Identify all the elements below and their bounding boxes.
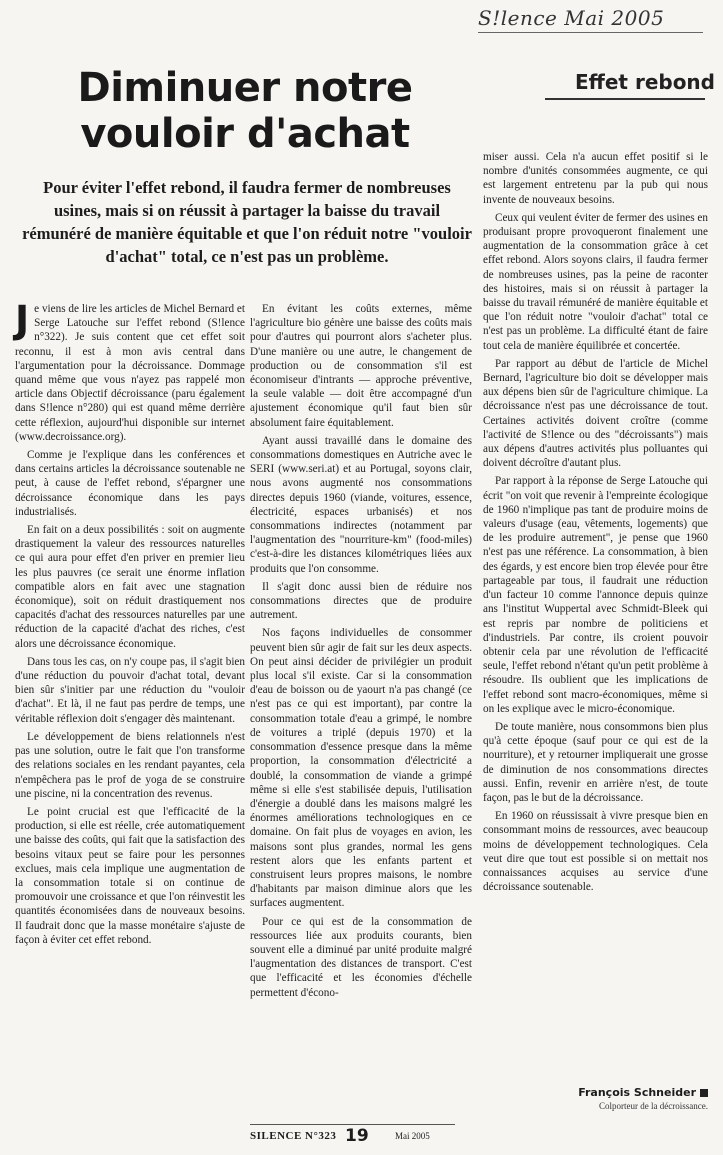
paragraph: Dans tous les cas, on n'y coupe pas, il s'agit bien d'une réduction du pouvoir d'achat total, devant bien sûr s'initier par une réduction du "vouloir d'achat". Et là, il ne faut pas perdre de temps, une véritable réflexion doit s'engager dès maintenant. xyxy=(15,655,245,725)
drop-cap: J xyxy=(15,298,30,342)
column-3 xyxy=(483,150,708,898)
rubric-rule xyxy=(545,98,705,100)
column-2 xyxy=(250,302,472,1004)
paragraph: Il s'agit donc aussi bien de réduire nos consommations directes que de produire autrement. xyxy=(250,580,472,622)
paragraph: Comme je l'explique dans les conférences et dans certains articles la décroissance soutenable ne peut, à cause de l'effet rebond, s'épargner une décroissance économique dans les pays industrialisés. xyxy=(15,449,245,518)
author-role: Colporteur de la décroissance. xyxy=(599,1101,708,1111)
paragraph: Le développement de biens relationnels n'est pas une solution, outre le fait que l'on transforme des relations sociales en les rendant payantes, cela n'empêchera pas le prof de yoga de se construire une piscine, ni la concentration des revenus. xyxy=(15,730,245,800)
paragraph: En 1960 on réussissait à vivre presque bien en consommant moins de ressources, avec beaucoup moins de développement technologiques. Cela veut dire que tout est possible si on mettait nos connaissances acquises au service d'une décroissance soutenable. xyxy=(483,810,708,894)
paragraph: miser aussi. Cela n'a aucun effet positif si le nombre d'unités consommées augmente, ce qui est largement entretenu par la pub qui nous invente de nouveaux besoins. xyxy=(483,151,708,206)
article-title: Diminuer notre vouloir d'achat xyxy=(77,65,413,157)
paragraph: Pour ce qui est de la consommation de ressources liée aux produits courants, bien souvent elle a diminué par unité produite malgré l'augmentation des distances de transport. C'est que l'efficacité et les économies d'échelle permettent d'écono- xyxy=(250,915,472,999)
page-footer xyxy=(0,1126,723,1148)
footer-date: Mai 2005 xyxy=(395,1131,430,1141)
paragraph: Ceux qui veulent éviter de fermer des usines en produisant propre provoqueront finalement une augmentation de la consommation grâce à cet effet rebond. Alors soyons clairs, il faudra fermer de nombreuses usines, pas la peine de raconter des histoires, mais si on réussit à partager la baisse du travail rémunéré de manière équitable et que l'on réduit notre "vouloir d'achat" total ce n'est pas un problème. La difficulté étant de faire tout cela de manière équilibrée et concertée. xyxy=(483,211,708,352)
footer-magazine: SILENCE N°323 xyxy=(250,1130,337,1142)
paragraph: Je viens de lire les articles de Michel Bernard et Serge Latouche sur l'effet rebond (S!lence n°322). Je suis content que cet effet soit reconnu, il est à mon avis central dans l'argumentation pour la décroissance. Dommage quand même que vous n'ayez pas rappelé mon article dans Objectif décroissance (paru également dans S!lence n°280) qui est quand même derrière cette réflexion, aujourd'hui disponible sur internet (www.decroissance.org). xyxy=(15,298,245,443)
author-name: François Schneider xyxy=(540,1086,708,1099)
handwritten-underline xyxy=(478,32,703,33)
paragraph: Nos façons individuelles de consommer peuvent bien sûr agir de fait sur les deux aspects. On peut ainsi décider de privilégier un produit plus local s'il existe. Car si la consommation d'eau de boisson ou de yaourt n'a pas changé (ce n'est pas ce qui est important), par contre la consommation totale d'eau a grimpé, le nombre de voitures a triplé (depuis 1970) et la consommation d'essence presque dans la même proportion, la consommation d'électricité a doublé, la consommation de viande a grimpé même si elle s'est stabilisée depuis, l'utilisation d'énergie a doublé dans les maisons malgré les énormes améliorations technologiques en ce domaine. On fait plus de voyages en avion, les maisons sont plus grandes, normal les gens restent alors que les enfants partent et construisent leurs propres maisons, le nombre d'habitants par maison diminue alors que les surfaces augmentent. xyxy=(250,627,472,910)
paragraph: De toute manière, nous consommons bien plus qu'à cette époque (sauf pour ce qui est de la nourriture), et y retourner impliquerait une grosse de diminution de nos consommations directes aussi. Enfin, revenir en arrière n'est, de toute façon, pas le but de la décroissance. xyxy=(483,720,708,804)
paragraph: En fait on a deux possibilités : soit on augmente drastiquement la valeur des ressources naturelles ce qui aura pour effet d'en priver en premier lieu les plus pauvres (ce serait une énorme inflation compatible alors en fait avec une stagnation économique), soit on réduit drastiquement nos capacités d'achat des ressources naturelles par une réduction de la capacité d'achat des riches, c'est alors une décroissance économique. xyxy=(15,524,245,650)
handwritten-note: S!lence Mai 2005 xyxy=(478,6,665,30)
paragraph: Le point crucial est que l'efficacité de la production, si elle est réelle, crée automatiquement une baisse des coûts, qui fait que la satisfaction des besoins vitaux peut se faire pour les personnes exclues, mais cela implique une augmentation de la consommation totale si on continue de promouvoir une croissance et que l'on réinvestit les quantités économisées dans de nouveaux besoins. Il faudrait donc que la masse monétaire s'ajuste de façon à éviter cet effet rebond. xyxy=(15,805,245,946)
column-1 xyxy=(15,298,245,951)
section-rubric: Effet rebond xyxy=(575,70,715,94)
end-mark-icon xyxy=(700,1089,708,1097)
footer-rule xyxy=(250,1124,455,1125)
paragraph: Ayant aussi travaillé dans le domaine des consommations domestiques en Autriche avec le SERI (www.seri.at) et au Portugal, soyons clair, nous avons augmenté nos consommations directes depuis 1960 (viande, voitures, essence, électricité, espaces urbanisés) et nos consommations indirectes (notamment par l'augmentation des "nourriture-km" (food-miles) c'est-à-dire les distances kilométriques liées aux produits que l'on consomme. xyxy=(250,434,472,575)
page-number: 19 xyxy=(345,1126,369,1146)
paragraph: Par rapport à la réponse de Serge Latouche qui écrit "on voit que revenir à l'empreinte écologique de 1960 n'implique pas tant de produire moins de valeurs d'usage (eau, vêtements, logements) que de les produire autrement", je pense que 1960 n'est pas une référence. La consommation, à bien des égards, y est encore bien trop élevée pour être partageable par tous, il faudrait une réduction d'un facteur 10 comme l'annonce depuis quinze ans l'institut Wuppertal avec Schmidt-Bleek qui est repris par nombre de politiciens et d'industriels. Par contre, ils croient pouvoir obtenir cela par une révolution de l'efficacité seule, l'effet rebond n'étant qu'un petit problème à résoudre. Ils oublient que les implications de l'effet rebond sont macro-économiques, même si on les explique avec le micro-économique. xyxy=(483,475,708,715)
article-lede: Pour éviter l'effet rebond, il faudra fermer de nombreuses usines, mais si on réussit à partager la baisse du travail rémunéré de manière équitable et que l'on réduit notre "vouloir d'achat" total, ce n'est pas un problème. xyxy=(22,178,472,266)
paragraph: Par rapport au début de l'article de Michel Bernard, l'agriculture bio doit se développer mais aux dépens bien sûr de l'agriculture chimique. La décroissance n'est pas une décroissance de tout. Certaines activités doivent croître (comme l'activité de S!lence ou des "décroissants") mais aux dépens d'autres activités plus polluantes qui doivent décroître d'autant plus. xyxy=(483,357,708,470)
paragraph: En évitant les coûts externes, même l'agriculture bio génère une baisse des coûts mais pour d'autres qui pourront alors s'acheter plus. D'une manière ou une autre, le changement de production ou de consommation s'il est économiseur d'intrants — approche préventive, la seule valable — doit être accompagné d'un ajustement économique qu'il faut bien sûr absolument faire équitablement. xyxy=(250,303,472,429)
